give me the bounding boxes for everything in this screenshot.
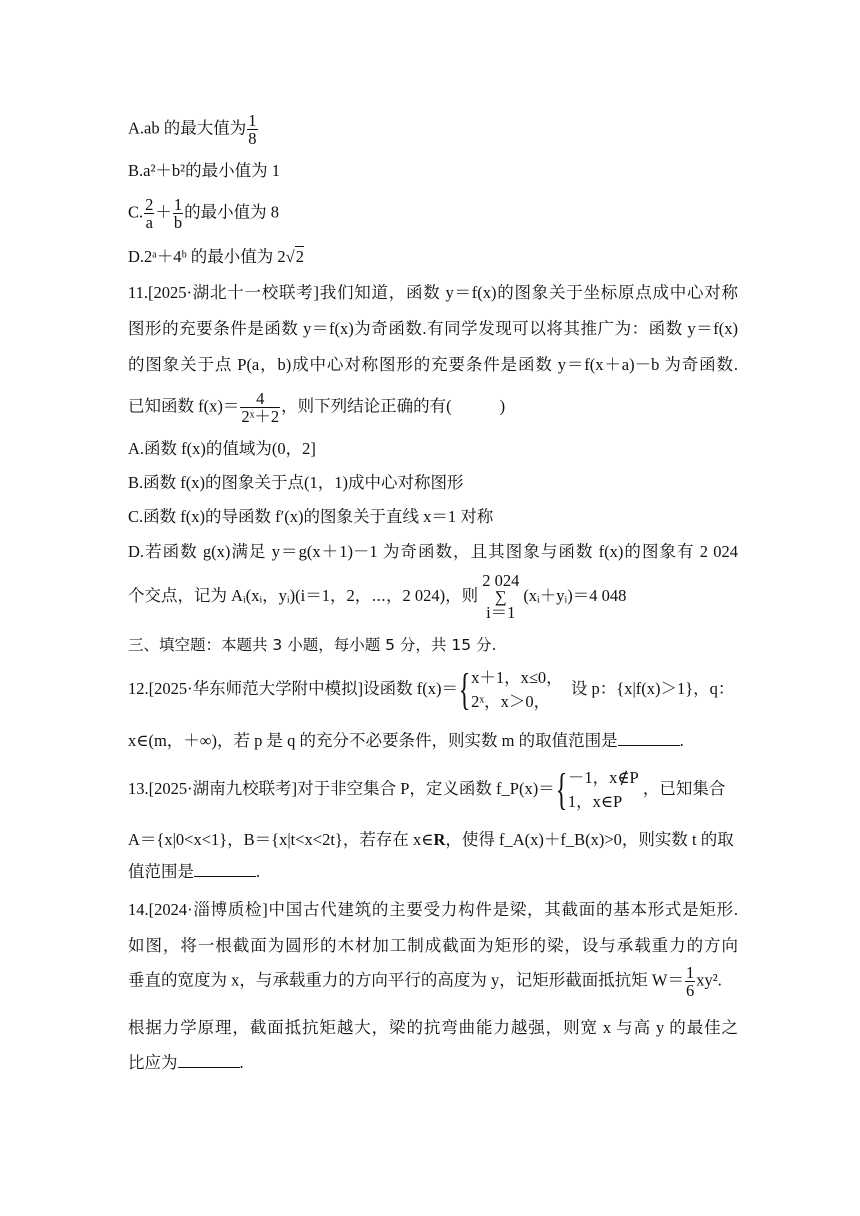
q10-option-d: D.2ᵃ＋4ᵇ 的最小值为 2√2 (128, 247, 304, 266)
q14-line3: 垂直的宽度为 x，与承载重力的方向平行的高度为 y，记矩形截面抵抗矩 W＝ $\frac{1}{6}$ xy². (128, 963, 722, 1000)
q11-line2: 图形的充要条件是函数 y＝f(x)为奇函数.有同学发现可以将其推广为：函数 y＝f(x) (128, 319, 738, 338)
left-brace-icon: { (555, 765, 568, 814)
piecewise-cases: －1，x∉P 1，x∈P (567, 768, 639, 811)
answer-blank (194, 862, 256, 877)
section-heading: 三、填空题：本题共 3 小题，每小题 5 分，共 15 分. (128, 636, 497, 654)
q11-option-d-line1: D.若函数 g(x)满足 y＝g(x＋1)－1 为奇函数，且其图象与函数 f(x)的图象有 2 024 (128, 542, 738, 561)
q13-line2: A＝{x|0<x<1}，B＝{x|t<x<2t}，若存在 x∈R，使得 f_A(x)＋f_B(x)>0，则实数 t 的取 (128, 830, 734, 849)
q14-line1: 14.[2024·淄博质检]中国古代建筑的主要受力构件是梁，其截面的基本形式是矩形. (128, 900, 738, 919)
q11-option-d-line2: 个交点，记为 Aᵢ(xᵢ，yᵢ)(i＝1，2，⋯，2 024)，则 2 024 ∑ i＝1 (xᵢ＋yᵢ)＝4 048 (128, 571, 627, 622)
sqrt-icon: √ (285, 247, 295, 266)
answer-blank (178, 1053, 240, 1068)
fraction: $\frac{1}{6}$ (685, 963, 695, 1000)
q14-line5: 比应为 . (128, 1053, 244, 1072)
q12-line1: 12.[2025·华东师范大学附中模拟]设函数 f(x)＝{ x＋1，x≤0， 2ˣ，x＞0， 设 p：{x|f(x)＞1}，q： (128, 665, 735, 714)
q11-option-a: A.函数 f(x)的值域为(0，2] (128, 439, 316, 458)
q11-line1: 11.[2025·湖北十一校联考]我们知道，函数 y＝f(x)的图象关于坐标原点成中心对称 (128, 283, 738, 302)
q11-option-b: B.函数 f(x)的图象关于点(1，1)成中心对称图形 (128, 473, 464, 492)
q14-line4: 根据力学原理，截面抵抗矩越大，梁的抗弯曲能力越强，则宽 x 与高 y 的最佳之 (128, 1018, 738, 1037)
fraction: $\frac{2}{a}$ (145, 195, 154, 232)
piecewise-cases: x＋1，x≤0， 2ˣ，x＞0， (471, 668, 563, 711)
q11-option-c: C.函数 f(x)的导函数 f′(x)的图象关于直线 x＝1 对称 (128, 507, 494, 526)
left-brace-icon: { (458, 665, 471, 714)
q11-line3: 的图象关于点 P(a，b)成中心对称图形的充要条件是函数 y＝f(x＋a)－b 为奇函数. (128, 355, 738, 374)
q10-option-b: B.a²＋b²的最小值为 1 (128, 161, 280, 180)
q13-line1: 13.[2025·湖南九校联考]对于非空集合 P，定义函数 f_P(x)＝{ －1，x∉P 1，x∈P ，已知集合 (128, 765, 726, 814)
q10-option-c: C. $\frac{2}{a}$ ＋ $\frac{1}{b}$ 的最小值为 8 (128, 195, 280, 232)
summation: 2 024 ∑ i＝1 (482, 571, 520, 622)
fraction: $\frac{1}{8}$ (248, 111, 257, 148)
fraction: $\frac{1}{b}$ (173, 195, 183, 232)
answer-blank (618, 731, 680, 746)
q12-line2: x∈(m，＋∞)，若 p 是 q 的充分不必要条件，则实数 m 的取值范围是 . (128, 731, 684, 750)
q10-option-a: A.ab 的最大值为 $\frac{1}{8}$ (128, 111, 257, 148)
q14-line2: 如图，将一根截面为圆形的木材加工制成截面为矩形的梁，设与承载重力的方向 (128, 936, 738, 955)
q13-line3: 值范围是 . (128, 862, 261, 881)
q11-line4: 已知函数 f(x)＝ $\frac{4}{\text{2ˣ＋2}}$ ，则下列结论正确的有( ) (128, 389, 506, 426)
fraction: $\frac{4}{\text{2ˣ＋2}}$ (241, 389, 280, 426)
